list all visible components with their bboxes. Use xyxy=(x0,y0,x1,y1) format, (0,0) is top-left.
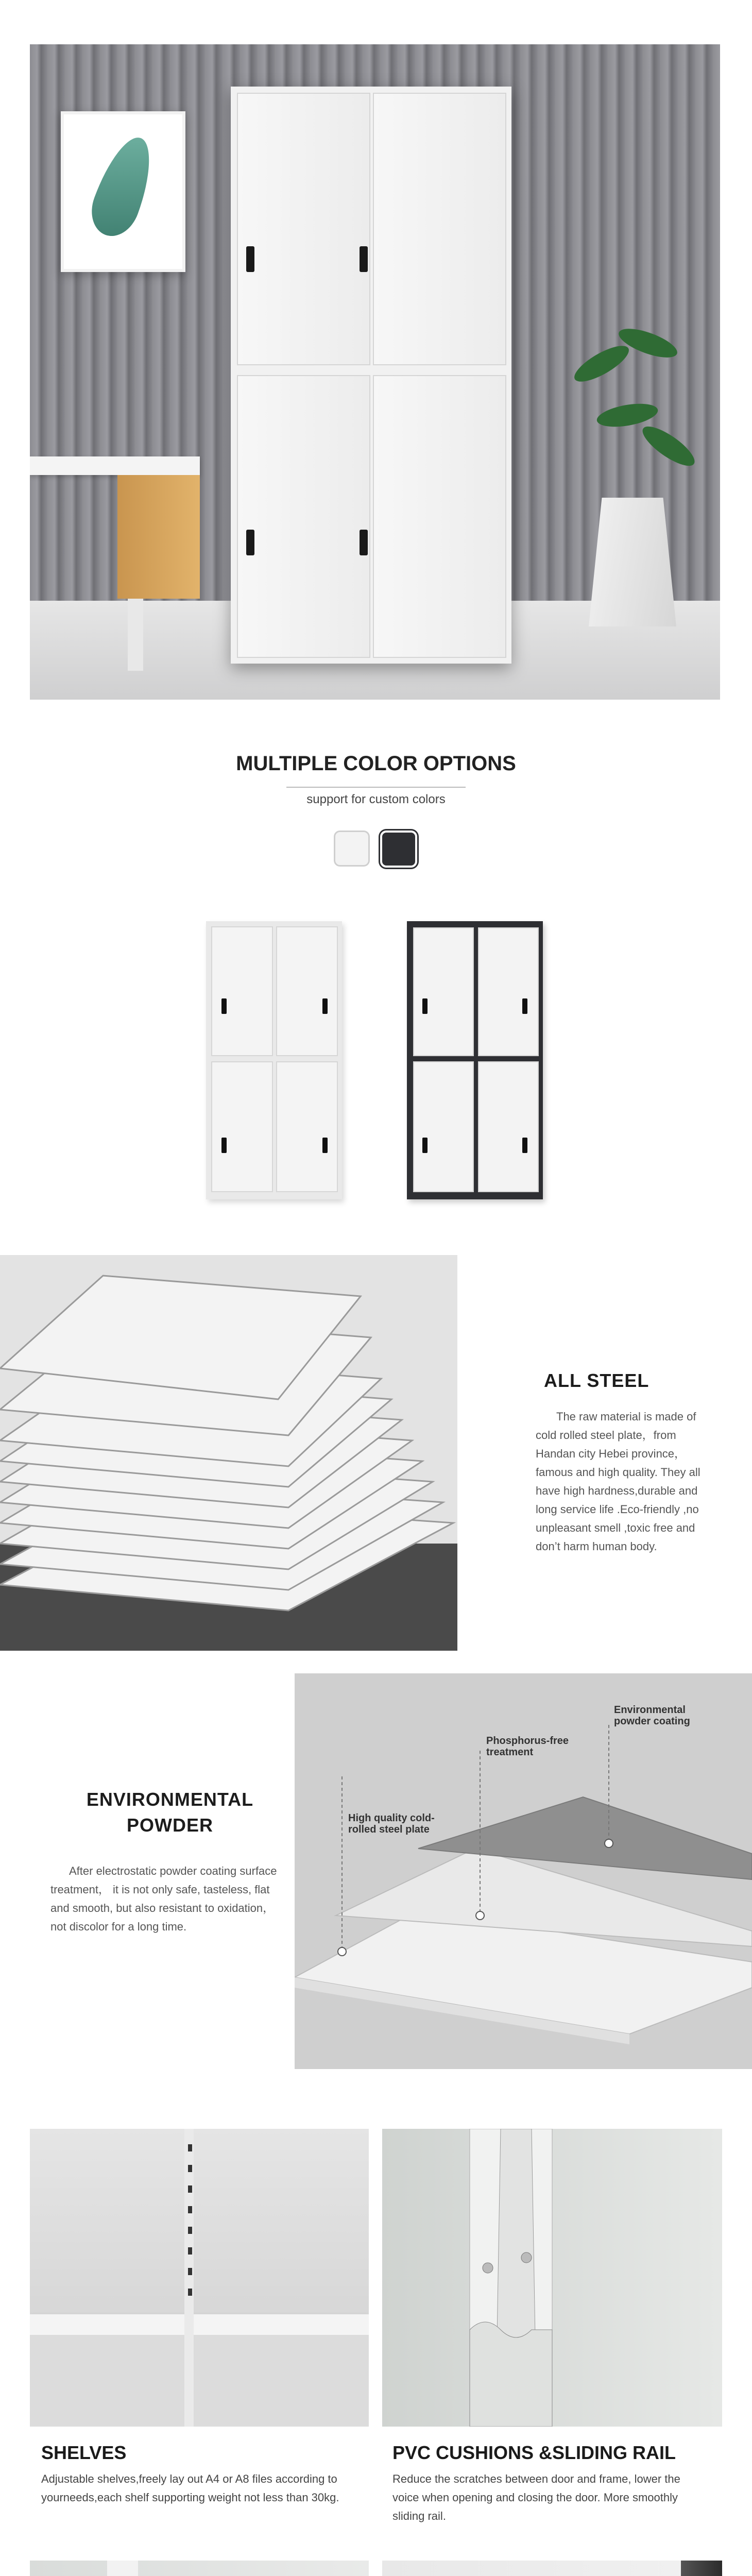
leaf-print-icon xyxy=(84,130,163,243)
door-handle-icon xyxy=(221,998,227,1014)
swatch-black[interactable] xyxy=(380,831,417,868)
layers-diagram-icon xyxy=(295,1673,752,2069)
door-handle-icon xyxy=(221,1138,227,1153)
cabinet-door xyxy=(373,375,506,658)
door-handle-icon xyxy=(246,246,254,272)
cabinet-door xyxy=(413,1061,474,1192)
all-steel-text: The raw material is made of cold rolled steel plate，from Handan city Hebei province，famous and high quality. They all have high hardness,durable and long service life .Eco-friendly ,no unpleasant smell ,toxic free and don’t harm human body. xyxy=(536,1410,700,1553)
door-handle-icon xyxy=(522,1138,527,1153)
cabinet-door xyxy=(373,93,506,365)
wall-picture-frame xyxy=(61,111,185,272)
white-cabinet xyxy=(206,921,342,1199)
rail-profile-icon xyxy=(382,2129,722,2427)
steel-sheets-icon xyxy=(0,1255,457,1651)
shelves-image xyxy=(30,2129,369,2427)
title-divider xyxy=(286,787,466,788)
cabinet-side xyxy=(681,2561,722,2576)
door-handle-icon xyxy=(422,1138,428,1153)
env-title-line2: POWDER xyxy=(127,1815,213,1836)
color-options-subtitle: support for custom colors xyxy=(306,792,446,806)
feature-text-shelves: Adjustable shelves,freely lay out A4 or A8 files according to yourneeds,each shelf supporting weight not less than 30kg. xyxy=(41,2472,339,2504)
env-title-line1: ENVIRONMENTAL xyxy=(86,1789,254,1810)
black-frame-cabinet xyxy=(407,921,543,1199)
door-edge xyxy=(107,2561,138,2576)
shelf-lower xyxy=(30,2335,369,2427)
all-steel-title: ALL STEEL xyxy=(544,1370,650,1391)
lock-image xyxy=(30,2561,369,2576)
cabinet-door xyxy=(211,1061,273,1192)
cabinet-door xyxy=(237,93,370,365)
layer-label-middle: Phosphorus-free treatment xyxy=(486,1735,569,1758)
handle-image xyxy=(382,2561,722,2576)
cabinet-door xyxy=(276,926,338,1056)
swatch-white[interactable] xyxy=(334,831,370,867)
plant-pot xyxy=(589,498,676,626)
feature-text-rail: Reduce the scratches between door and frame, lower the voice when opening and closing the door. More smoothly sliding rail. xyxy=(392,2472,680,2522)
cabinet-door xyxy=(211,926,273,1056)
feature-title-rail: PVC CUSHIONS &SLIDING RAIL xyxy=(392,2442,676,2463)
cabinet-door xyxy=(276,1061,338,1192)
door-handle-icon xyxy=(322,998,328,1014)
cabinet-door xyxy=(237,375,370,658)
env-text: After electrostatic powder coating surface treatment， it is not only safe, tasteless, flat and smooth, but also resistant to oxidation，not discolor for a long time. xyxy=(50,1865,277,1933)
shelf-board xyxy=(30,2314,369,2335)
door-handle-icon xyxy=(322,1138,328,1153)
powder-layers-image xyxy=(295,1673,752,2069)
desk-leg xyxy=(128,599,143,671)
hero-product-photo xyxy=(30,44,720,700)
wooden-drawer xyxy=(117,475,200,599)
door-handle-icon xyxy=(422,998,428,1014)
layer-label-bottom: High quality cold-rolled steel plate xyxy=(348,1812,435,1835)
cabinet-door xyxy=(413,927,474,1056)
door-handle-icon xyxy=(246,530,254,555)
door-handle-icon xyxy=(360,246,368,272)
feature-title-shelves: SHELVES xyxy=(41,2442,127,2463)
shelf-slots-icon xyxy=(185,2139,196,2335)
color-options-title: MULTIPLE COLOR OPTIONS xyxy=(236,752,516,775)
desk-top xyxy=(30,456,200,475)
door-handle-icon xyxy=(360,530,368,555)
sliding-rail-image xyxy=(382,2129,722,2427)
cabinet-door xyxy=(478,1061,539,1192)
layer-label-top: Environmental powder coating xyxy=(614,1704,690,1727)
hero-cabinet xyxy=(231,87,511,664)
door-handle-icon xyxy=(522,998,527,1014)
steel-plates-image xyxy=(0,1255,457,1651)
cabinet-door xyxy=(478,927,539,1056)
